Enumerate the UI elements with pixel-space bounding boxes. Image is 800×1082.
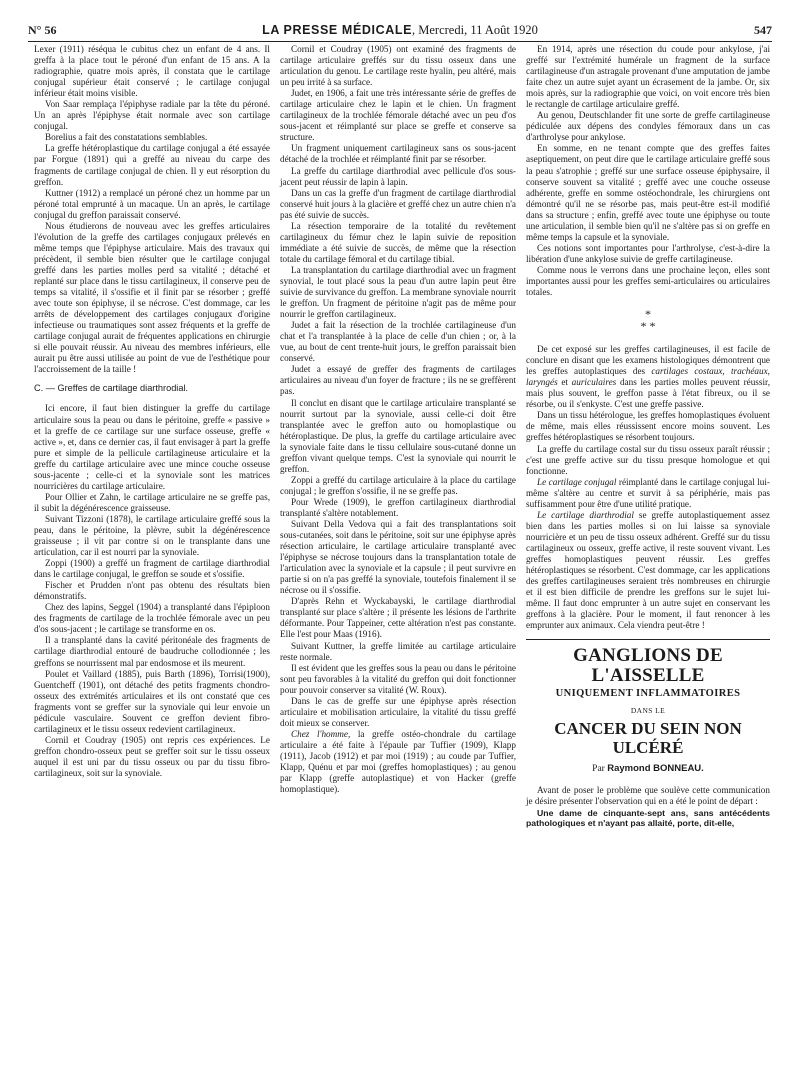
paragraph: Zoppi a greffé du cartilage articulaire à la place du cartilage conjugal ; le greffon s'ossifie, il ne se greffe pas. <box>280 474 516 496</box>
paragraph: Il conclut en disant que le cartilage articulaire transplanté se nourrit surtout par la synoviale, aussi celle-ci doit être transplantée avec le greffon auto ou homoplastique ou hétéroplastique. De plus, la greffe du cartilage articulaire avec la synoviale faite dans le tissu cellulaire sous-cutané donne un greffon vivant quelque temps. C'est la synoviale qui nourrit le greffon. <box>280 397 516 474</box>
paragraph <box>526 344 770 410</box>
paragraph: Judet, en 1906, a fait une très intéressante série de greffes de cartilage articulaire chez le lapin et le chien. Un fragment cartilagineux de la trochlée fémorale détaché avec un peu d'os sous-jacent et réimplanté sur place se greffe et conserve sa structure. <box>280 88 516 143</box>
paragraph: Au genou, Deutschlander fit une sorte de greffe cartilagineuse pédiculée aux dépens des condyles fémoraux dans un cas d'arthrolyse pour ankylose. <box>526 110 770 143</box>
paragraph: Chez des lapins, Seggel (1904) a transplanté dans l'épiploon des fragments de cartilage de la trochlée fémorale avec un peu d'os sous-jacent ; le cartilage se transforme en os. <box>34 602 270 635</box>
asterism-bottom: * * <box>640 319 656 334</box>
paragraph: En 1914, après une résection du coude pour ankylose, j'ai greffé sur l'extrémité humérale un fragment de la surface cartilagineuse d'un astragale provenant d'une amputation de jambe faite chez un autre sujet ayant un écrasement de la jambe. Or, six mois après, sur la radiographie que voici, on voit encore très bien le rectangle de cartilage articulaire greffé. <box>526 44 770 110</box>
paragraph: La résection temporaire de la totalité du revêtement cartilagineux du fémur chez le lapin suivie de reposition immédiate a été suivie de succès, de même que la résection totale du cartilage fémoral et du cartilage tibial. <box>280 220 516 264</box>
case-report: Une dame de cinquante-sept ans, sans antécédents pathologiques et n'ayant pas allaité, porte, dit-elle, <box>526 807 770 829</box>
paragraph: Dans un tissu hétérologue, les greffes homoplastiques évoluent de même, mais elles réussissent encore moins souvent. Les greffes hétéroplastiques se résorbent toujours. <box>526 410 770 443</box>
paragraph: Borelius a fait des constatations semblables. <box>45 132 208 143</box>
emphasis: cartilages costaux, trachéaux, laryngés <box>526 366 770 388</box>
paragraph: Ces notions sont importantes pour l'arthrolyse, c'est-à-dire la libération d'une ankylose suivie de greffe cartilagineuse. <box>526 242 770 264</box>
paragraph: En somme, en ne tenant compte que des greffes faites aseptiquement, on peut dire que le cartilage articulaire greffé sous la peau s'atrophie ; greffé sur une surface osseuse épiphysaire, il conserve souvent sa vitalité ; greffé avec une couche osseuse adhérente, greffe en somme ostéochondrale, les chirurgiens ont démontré qu'il ne se résorbe pas, mais peut-être est-il modifié dans sa structure ; enfin, greffé avec toute une épiphyse ou toute une articulation, il semble bien qu'il ne s'altère pas si on greffe en même temps la capsule et la synoviale. <box>526 143 770 242</box>
paragraph: Pour Wrede (1909), le greffon cartilagineux diarthrodial transplanté s'altère notablement. <box>280 496 516 518</box>
issue-date: , Mercredi, 11 Août 1920 <box>412 23 538 37</box>
journal-name: LA PRESSE MÉDICALE <box>262 23 413 37</box>
paragraph-text: dans les parties molles peuvent réussir, mais plus souvent, le greffon passe à l'état fibreux, ou il se résorbe, ou il s'enkyste. C'est une greffe passive. <box>526 377 770 410</box>
paragraph: Kuttner (1912) a remplacé un péroné chez un homme par un péroné total emprunté à un macaque. Un an après, le cartilage conjugal du greffon paraissait conservé. <box>34 187 270 220</box>
paragraph: Un fragment uniquement cartilagineux sans os sous-jacent détaché de la trochlée et réimplanté finit par se résorber. <box>280 143 516 165</box>
byline-prefix: Par <box>592 764 608 775</box>
paragraph: Nous étudierons de nouveau avec les greffes articulaires l'évolution de la greffe des cartilages conjugaux prélevés en même temps que l'épiphyse articulaire. Mais des travaux qui précèdent, il semble bien résulter que le cartilage conjugal greffé dans les parties molles perd sa vitalité ; détaché et replanté sur place dans le tissu cartilagineux, il conserve peu de temps sa vitalité, il s'ossifie et il finit par se résorber ; greffé avec toute son épiphyse, il se nécrose. C'est dommage, car les arrêts de développement des cartilages conjugaux d'origine infectieuse ou traumatiques sont assez fréquents et la greffe de cartilage conjugal aurait de fréquentes applications en chirurgie si elle pouvait réussir. Au niveau des membres inférieurs, elle aurait pu être aussi utilisée au point de vue de l'esthétique pour l'accroissement de la taille ! <box>34 220 270 375</box>
paragraph: Judet a essayé de greffer des fragments de cartilages articulaires au niveau d'un foyer de fracture ; ils ne se greffèrent pas. <box>280 364 516 397</box>
asterism-top: * <box>645 307 651 322</box>
page-number-right: 547 <box>754 23 772 37</box>
paragraph: Dans un cas la greffe d'un fragment de cartilage diarthrodial conservé huit jours à la glacière et greffé chez un autre chien n'a pas été suivie de succès. <box>280 187 516 220</box>
asterism <box>526 308 770 332</box>
paragraph: Suivant Della Vedova qui a fait des transplantations soit sous-cutanées, soit dans le péritoine, soit sur une épiphyse après résection articulaire, le cartilage articulaire transplanté avec l'épiphyse se nécrose toujours dans la transplantation totale de l'articulation avec la synoviale et la capsule ; il peut survivre en partie si on n'a pas greffé la synoviale, toutefois finalement il se nécrose ou il s'ossifie. <box>280 519 516 596</box>
emphasis: Chez l'homme, <box>291 728 351 739</box>
article-connector: DANS LE <box>630 706 666 716</box>
paragraph: La greffe hétéroplastique du cartilage conjugal a été essayée par Forgue (1891) qui a greffé au niveau du carpe des fragments de cartilage conjugal de chien. Il y eut résorption du greffon. <box>34 143 270 187</box>
paragraph: La transplantation du cartilage diarthrodial avec un fragment synovial, le tout placé sous la peau d'un autre lapin peut être suivie de survivance du greffon. La membrane synoviale nourrit le greffon. Un fragment de péritoine n'agit pas de même pour nourrir le greffon cartilagineux. <box>280 264 516 320</box>
article-title-2: CANCER DU SEIN NON ULCÉRÉ <box>554 719 742 758</box>
paragraph-text: la greffe ostéo-chondrale du cartilage articulaire a été faite à l'épaule par Tuffier (1909), Klapp (1911), Jacob (1912) et par moi (1919) ; au coude par Tuffier, Klapp, Quénu et par moi (greffes homoplastiques) ; au genou par Klapp (greffe autoplastique) et von Hacker (greffe homoplastique). <box>280 728 516 795</box>
paragraph: Il a transplanté dans la cavité péritonéale des fragments de cartilage diarthrodial entouré de baudruche collodionnée ; les greffons se nourrissent mal par endosmose et ils meurent. <box>34 635 270 668</box>
emphasis: Le cartilage conjugal <box>537 476 617 487</box>
paragraph: Von Saar remplaça l'épiphyse radiale par la tête du péroné. Un an après l'épiphyse était normale avec son cartilage conjugal. <box>34 99 270 132</box>
column-2 <box>280 44 516 795</box>
article-title: GANGLIONS DE L'AISSELLE <box>573 645 723 687</box>
section-heading: C. — Greffes de cartilage diarthrodial. <box>34 383 189 394</box>
paragraph: Pour Ollier et Zahn, le cartilage articulaire ne se greffe pas, il subit la dégénérescence graisseuse. <box>34 491 270 513</box>
article-divider <box>526 639 770 640</box>
paragraph-text: réimplanté dans le cartilage conjugal lui-même s'altère au centre et survit à sa périphérie, mais pas suffisamment pour être d'une utilité pratique. <box>526 476 770 509</box>
article-subtitle: UNIQUEMENT INFLAMMATOIRES <box>555 688 741 700</box>
paragraph: Fischer et Prudden n'ont pas obtenu des résultats bien démonstratifs. <box>34 580 270 602</box>
paragraph-text: se greffe autoplastiquement assez bien dans les parties molles si on lui laisse sa synoviale nourricière et un peu de tissu osseux adhérent. Greffé sur du tissu cartilagineux ou osseux, greffe active, il reste souvent vivant. Les greffes homoplastiques peuvent réussir. Les greffes hétéroplastiques se résorbent. C'est dommage, car les applications des greffes cartilagineuses seraient très nombreuses en chirurgie et il est bien difficile de prendre les greffons sur le sujet lui-même. Il faut donc emprunter à un autre sujet en conservant les greffons à la glacière. Pour le moment, il faut renoncer à les emprunter aux animaux. Cela viendra peut-être ! <box>526 509 770 631</box>
column-1 <box>34 44 270 779</box>
author-name: Raymond BONNEAU. <box>607 763 704 775</box>
paragraph <box>526 510 770 632</box>
page-header <box>28 12 772 42</box>
paragraph: Judet a fait la résection de la trochlée cartilagineuse d'un chat et l'a transplantée à la place de celle d'un chien ; or, à la vue, au bout de cent trente-huit jours, le greffon paraissait bien conservé. <box>280 320 516 364</box>
paragraph: Cornil et Coudray (1905) ont examiné des fragments de cartilage articulaire greffés sur du tissu osseux dans une articulation du genou. Le cartilage reste hyalin, peu altéré, mais un peu irrité à sa surface. <box>280 44 516 88</box>
paragraph: Avant de poser le problème que soulève cette communication je désire présenter l'observation qui en a été le point de départ : <box>526 785 770 807</box>
paragraph: Zoppi (1900) a greffé un fragment de cartilage diarthrodial dans le cartilage conjugal, le greffon se soude et s'ossifie. <box>34 558 270 580</box>
paragraph: Comme nous le verrons dans une prochaine leçon, elles sont importantes aussi pour les greffes semi-articulaires ou articulaires totales. <box>526 264 770 298</box>
emphasis: Le cartilage diarthrodial <box>537 509 634 520</box>
paragraph: La greffe du cartilage costal sur du tissu osseux paraît réussir ; c'est une greffe active sur du tissu presque homologue et qui fonctionne. <box>526 443 770 476</box>
paragraph-text: et <box>557 377 572 388</box>
paragraph: La greffe du cartilage diarthrodial avec pellicule d'os sous-jacent peut réussir de lapin à lapin. <box>280 165 516 187</box>
column-3 <box>526 44 770 829</box>
article-byline <box>526 763 770 775</box>
running-title <box>262 23 538 38</box>
paragraph: Cornil et Coudray (1905) ont repris ces expériences. Le greffon chondro-osseux peut se greffer soit sur le tissu osseux auquel il est uni par du tissu osseux ou par du tissu fibro-cartilagineux, soit sur la synoviale. <box>34 734 270 778</box>
paragraph: Il est évident que les greffes sous la peau ou dans le péritoine sont peu favorables à la vitalité du greffon qui doit fonctionner pour pouvoir conserver sa vitalité (W. Roux). <box>280 662 516 695</box>
paragraph: D'après Rehn et Wyckabayski, le cartilage diarthrodial transplanté sur place s'altère ; il présente les lésions de l'arthrite déformante. Pour Tappeiner, cette altération n'est pas constante. Elle l'est pour Maas (1916). <box>280 596 516 640</box>
paragraph: Suivant Kuttner, la greffe limitée au cartilage articulaire reste normale. <box>280 640 516 662</box>
page-number-left: N° 56 <box>28 23 57 37</box>
paragraph: Poulet et Vaillard (1885), puis Barth (1896), Torrisi(1900), Guentcheff (1901), ont détaché des petits fragments chondro-osseux des extrémités articulaires et ils ont constaté que ces fragments vont se greffer sur la synoviale qui leur envoie un pédicule vasculaire. Souvent ce greffon devient fibro-cartilagineux et le tissu osseux redevient cartilagineux. <box>34 668 270 734</box>
emphasis: auriculaires <box>571 377 617 388</box>
paragraph <box>526 477 770 510</box>
paragraph: Lexer (1911) réséqua le cubitus chez un enfant de 4 ans. Il greffa à la place tout le péroné d'un enfant de 15 ans. A la radiographie, quatre mois après, il constata que le cartilage conjugal supérieur était conservé ; le cartilage conjugal inférieur était moins visible. <box>34 44 270 99</box>
paragraph: Dans le cas de greffe sur une épiphyse après résection articulaire et mobilisation articulaire, la vitalité du tissu greffé doit mieux se conserver. <box>280 695 516 728</box>
paragraph: Ici encore, il faut bien distinguer la greffe du cartilage articulaire sous la peau ou dans le péritoine, greffe « passive » et la greffe de ce cartilage sur une surface osseuse, greffe « active », et, dans ce dernier cas, il faut envisager à part la greffe pure et simple de la pellicule cartilagineuse articulaire et la greffe du cartilage articulaire avec une mince couche osseuse sous-jacente ; celle-ci et la synoviale sont les matrices nourricières du cartilage articulaire. <box>34 403 270 491</box>
paragraph <box>280 729 516 795</box>
paragraph-text: De cet exposé sur les greffes cartilagineuses, il est facile de conclure en disant que les examens histologiques démontrent que les greffes autoplastiques des <box>526 344 770 377</box>
paragraph: Suivant Tizzoni (1878), le cartilage articulaire greffé sous la peau, dans le péritoine, la plèvre, subit la dégénérescence graisseuse ; il vit par contre si on le transplante dans une articulation, car il est nourri par la synoviale. <box>34 513 270 558</box>
